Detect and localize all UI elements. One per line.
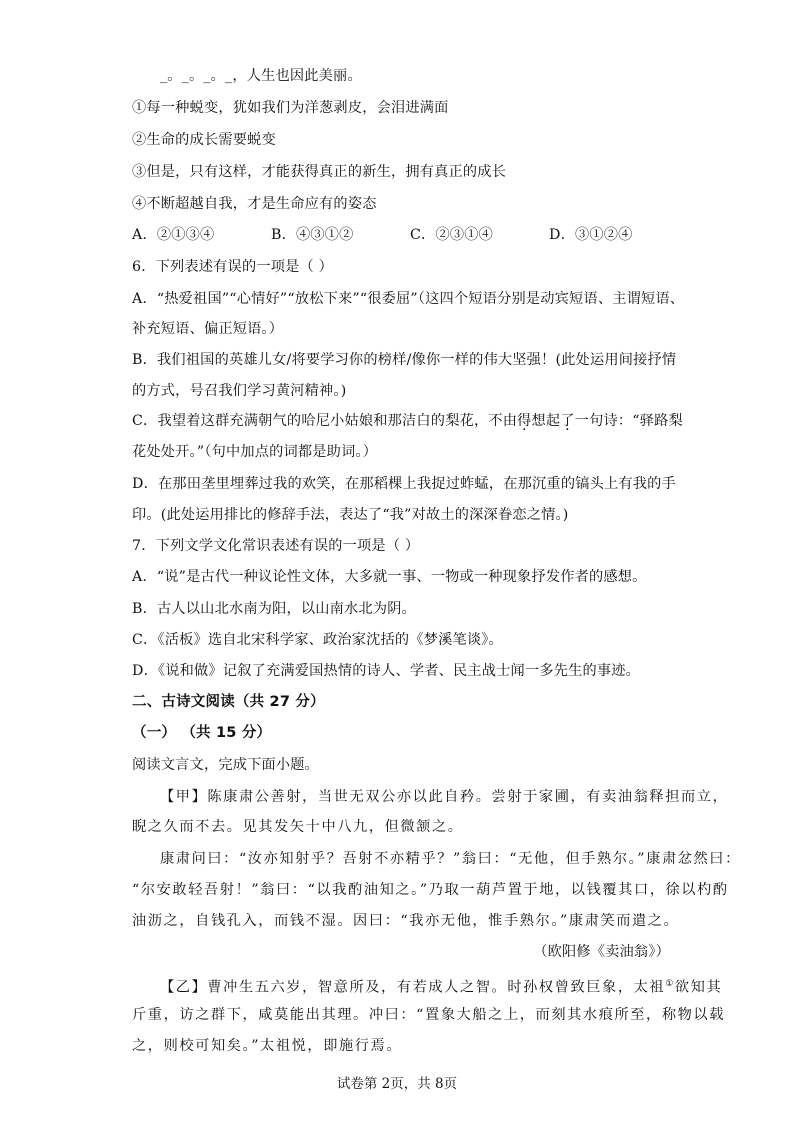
subsection-title: （一） （共 15 分） bbox=[132, 725, 272, 741]
q6-option-c-text-3: 一句诗：“驿路梨 bbox=[574, 413, 683, 429]
q7-option-d: D．《说和做》记叙了充满爱国热情的诗人、学者、民主战士闻一多先生的事迹。 bbox=[132, 663, 641, 679]
q6-option-d-line-1: D．在那田垄里埋葬过我的欢笑，在那稻棵上我捉过蚱蜢，在那沉重的镐头上有我的手 bbox=[132, 476, 676, 492]
passage-jia-p1-line-1: 【甲】陈康肃公善射，当世无双公亦以此自矜。尝射于家圃，有卖油翁释担而立， bbox=[160, 789, 729, 805]
passage-jia-p2-line-2: “尔安敢轻吾射！”翁曰：“以我酌油知之。”乃取一葫芦置于地，以钱覆其口，徐以杓酌 bbox=[132, 882, 729, 898]
passage-jia-p2-line-3: 油沥之，自钱孔入，而钱不湿。因曰：“我亦无他，惟手熟尔。”康肃笑而遣之。 bbox=[132, 913, 680, 929]
q5-lead-line: _。_。_。_，人生也因此美丽。 bbox=[160, 68, 362, 84]
passage-jia-source: （欧阳修《卖油翁》） bbox=[533, 944, 670, 960]
passage-yi-line-1 bbox=[160, 974, 722, 998]
q7-option-c: C．《活板》选自北宋科学家、政治家沈括的《梦溪笔谈》。 bbox=[132, 632, 503, 648]
footnote-marker: ① bbox=[665, 979, 675, 989]
q5-option-a: A．②①③④ bbox=[132, 227, 215, 243]
q6-option-c-line-2: 花处处开。”（句中加点的词都是助词。） bbox=[132, 444, 378, 460]
q5-sentence-2: ②生命的成长需要蜕变 bbox=[132, 132, 276, 148]
passage-yi-line-2: 斤重，访之群下，咸莫能出其理。冲曰：“置象大船之上，而刻其水痕所至，称物以载 bbox=[132, 1007, 725, 1023]
q6-option-b-line-1: B．我们祖国的英雄儿女/将要学习你的榜样/像你一样的伟大坚强！(此处运用间接抒情 bbox=[132, 352, 677, 368]
section-2-title: 二、古诗文阅读（共 27 分） bbox=[132, 694, 325, 710]
passage-yi-line-3: 之，则校可知矣。”太祖悦，即施行焉。 bbox=[132, 1038, 403, 1054]
dotted-char-de: 得 bbox=[517, 413, 532, 429]
q5-option-c: C．②③①④ bbox=[410, 227, 493, 243]
passage-jia-p2-line-1: 康肃问曰：“汝亦知射乎？吾射不亦精乎？”翁曰：“无他，但手熟尔。”康肃忿然曰： bbox=[160, 851, 741, 867]
q6-option-d-line-2: 印。(此处运用排比的修辞手法，表达了“我”对故土的深深眷恋之情。) bbox=[132, 507, 569, 523]
q7-stem: 7．下列文学文化常识表述有误的一项是（ ） bbox=[132, 538, 420, 554]
q7-option-b: B．古人以山北水南为阳，以山南水北为阴。 bbox=[132, 601, 416, 617]
q7-option-a: A．“说”是古代一种议论性文体，大多就一事、一物或一种现象抒发作者的感想。 bbox=[132, 569, 647, 585]
q6-option-a-line-1: A．“热爱祖国”“心情好”“放松下来”“很委屈”（这四个短语分别是动宾短语、主谓短语、 bbox=[132, 291, 685, 307]
q6-stem: 6．下列表述有误的一项是（ ） bbox=[132, 259, 333, 275]
reading-instruction: 阅读文言文，完成下面小题。 bbox=[132, 757, 320, 773]
q6-option-a-line-2: 补充短语、偏正短语。） bbox=[132, 321, 284, 337]
q6-option-c-text-1: C．我望着这群充满朝气的哈尼小姑娘和那洁白的梨花，不由 bbox=[132, 413, 518, 429]
q5-option-b: B．④③①② bbox=[271, 227, 354, 243]
q6-option-c-line-1 bbox=[132, 411, 683, 431]
q5-sentence-4: ④不断超越自我，才是生命应有的姿态 bbox=[132, 196, 377, 212]
passage-yi-text-1-end: 欲知其 bbox=[674, 979, 723, 996]
q5-option-d: D．③①②④ bbox=[549, 227, 633, 243]
q6-option-c-text-2: 想起 bbox=[531, 413, 561, 429]
q5-options bbox=[132, 225, 633, 245]
dotted-char-le: 了 bbox=[560, 413, 575, 429]
q6-option-b-line-2: 的方式，号召我们学习黄河精神。) bbox=[132, 383, 347, 399]
q5-sentence-1: ①每一种蜕变，犹如我们为洋葱剥皮，会泪进满面 bbox=[132, 100, 449, 116]
passage-yi-text-1: 【乙】曹冲生五六岁，智意所及，有若成人之智。时孙权曾致巨象，太祖 bbox=[160, 979, 666, 996]
page-footer: 试卷第 2页，共 8页 bbox=[336, 1076, 458, 1092]
passage-jia-p1-line-2: 睨之久而不去。见其发矢十中八九，但微颔之。 bbox=[132, 819, 464, 835]
q5-sentence-3: ③但是，只有这样，才能获得真正的新生，拥有真正的成长 bbox=[132, 164, 507, 180]
